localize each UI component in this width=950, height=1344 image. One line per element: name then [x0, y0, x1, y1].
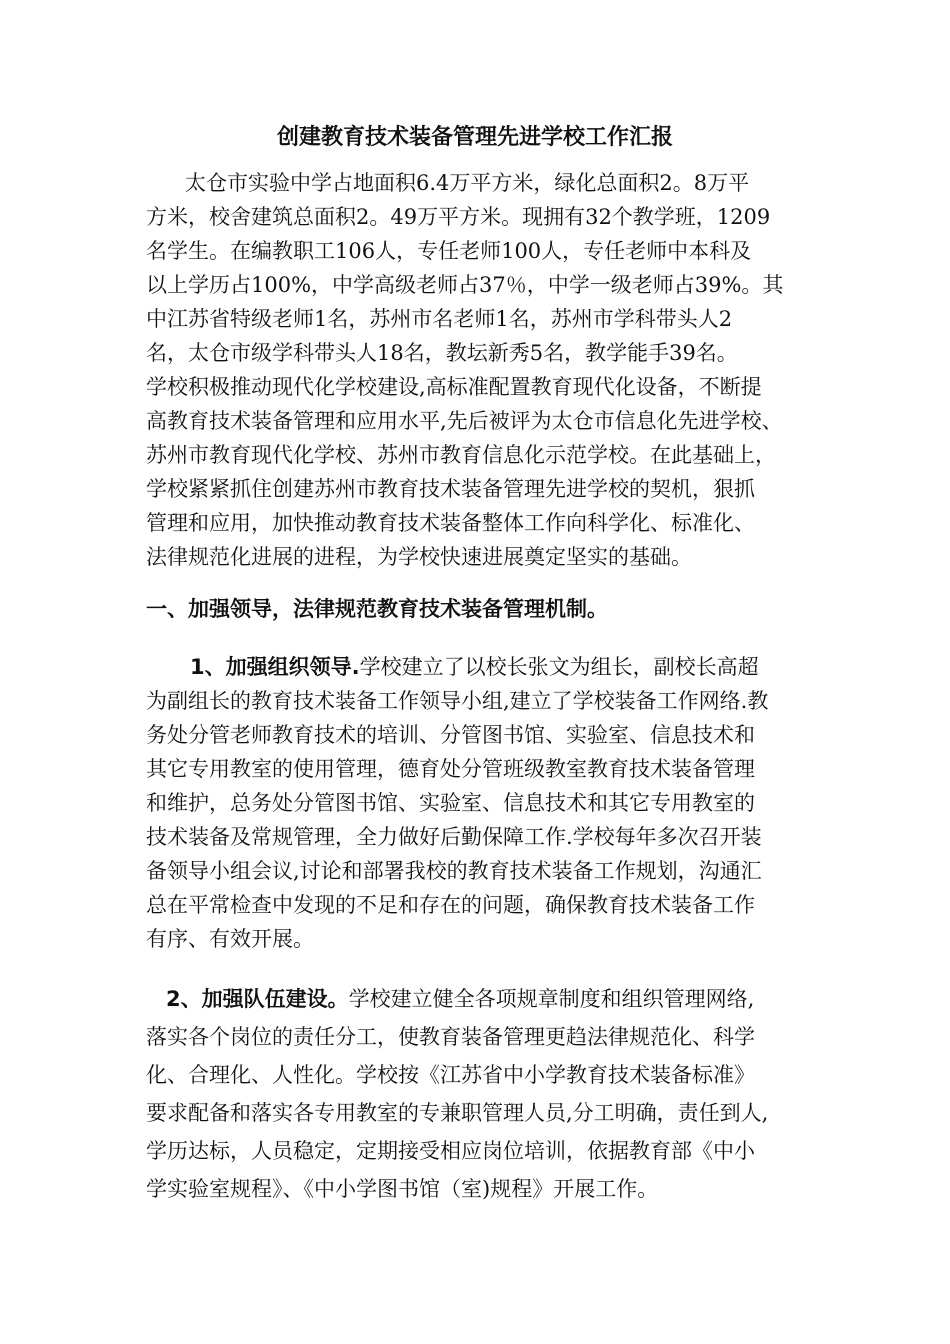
subsection-2-text: 学校建立健全各项规章制度和组织管理网络, [348, 987, 755, 1011]
subsection-2-label: 2、加强队伍建设。 [166, 987, 349, 1011]
intro-line: 学校紧紧抓住创建苏州市教育技术装备管理先进学校的契机，狠抓 [146, 477, 755, 501]
subsection-2-first-line [166, 984, 810, 1014]
subsection-1-line: 为副组长的教育技术装备工作领导小组,建立了学校装备工作网络.教 [146, 689, 769, 713]
subsection-2-line: 学历达标，人员稳定，定期接受相应岗位培训，依据教育部《中小 [146, 1139, 755, 1163]
intro-line: 法律规范化进展的进程，为学校快速进展奠定坚实的基础。 [146, 545, 692, 569]
intro-line: 太仓市实验中学占地面积6.4万平方米，绿化总面积2。8万平 [185, 171, 750, 195]
subsection-1-line: 和维护，总务处分管图书馆、实验室、信息技术和其它专用教室的 [146, 791, 755, 815]
subsection-1-line: 总在平常检查中发现的不足和存在的问题，确保教育技术装备工作 [146, 893, 755, 917]
subsection-1-label: 1、加强组织领导. [190, 655, 360, 679]
intro-line: 高教育技术装备管理和应用水平,先后被评为太仓市信息化先进学校、 [146, 409, 783, 433]
subsection-1-line: 务处分管老师教育技术的培训、分管图书馆、实验室、信息技术和 [146, 723, 755, 747]
subsection-1-line: 技术装备及常规管理，全力做好后勤保障工作.学校每年多次召开装 [146, 825, 762, 849]
intro-line: 名，太仓市级学科带头人18名，教坛新秀5名，教学能手39名。 [146, 341, 738, 365]
document-title: 创建教育技术装备管理先进学校工作汇报 [276, 125, 673, 150]
intro-line: 苏州市教育现代化学校、苏州市教育信息化示范学校。在此基础上， [146, 443, 776, 467]
intro-line: 管理和应用，加快推动教育技术装备整体工作向科学化、标准化、 [146, 511, 755, 535]
intro-line: 中江苏省特级老师1名，苏州市名老师1名，苏州市学科带头人2 [146, 307, 733, 331]
subsection-1-line: 备领导小组会议,讨论和部署我校的教育技术装备工作规划，沟通汇 [146, 859, 762, 883]
subsection-2-line: 学实验室规程》、《中小学图书馆（室)规程》开展工作。 [146, 1177, 659, 1201]
intro-line: 名学生。在编教职工106人，专任老师100人，专任老师中本科及 [146, 239, 752, 263]
intro-line: 方米，校舍建筑总面积2。49万平方米。现拥有32个教学班，1209 [146, 205, 771, 229]
subsection-2-line: 落实各个岗位的责任分工，使教育装备管理更趋法律规范化、科学 [146, 1025, 755, 1049]
subsection-1-text: 学校建立了以校长张文为组长，副校长高超 [359, 655, 759, 679]
intro-line: 学校积极推动现代化学校建设,高标准配置教育现代化设备，不断提 [146, 375, 762, 399]
subsection-1-line: 其它专用教室的使用管理，德育处分管班级教室教育技术装备管理 [146, 757, 755, 781]
subsection-2-line: 要求配备和落实各专用教室的专兼职管理人员,分工明确，责任到人, [146, 1101, 769, 1125]
section-heading: 一、加强领导，法律规范教育技术装备管理机制。 [146, 597, 608, 621]
subsection-2-line: 化、合理化、人性化。学校按《江苏省中小学教育技术装备标准》 [146, 1063, 755, 1087]
subsection-1-first-line [190, 652, 810, 682]
subsection-1-line: 有序、有效开展。 [146, 927, 314, 951]
intro-line: 以上学历占100%，中学高级老师占37％，中学一级老师占39%。其 [146, 273, 784, 297]
